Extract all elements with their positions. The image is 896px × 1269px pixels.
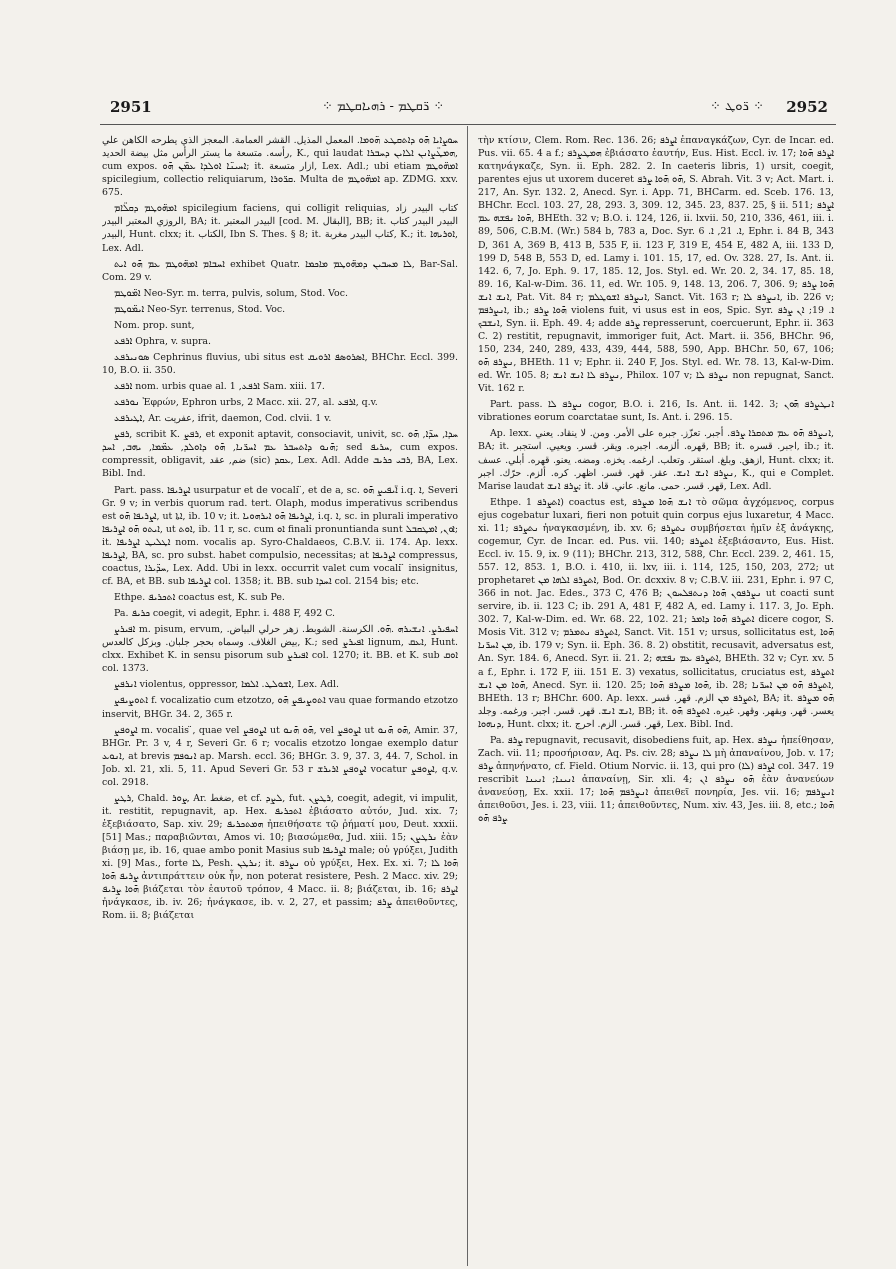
entry-paragraph: Part. pass. ܢܨܪܦ ܠܐ cogor, B.O. i. 216, Is. Ant. ii. 142. 3; ܐܢܛܨܪܦ ܗ̄ܘܢ vibrationes eorum coarctatae sunt, Is. Ant. i. 296. 15. — [478, 399, 834, 424]
entry-paragraph: ܐܡ̈ܘܛܡ Neo-Syr. m. terra, pulvis, solum, Stod. Voc. — [114, 287, 348, 299]
entry-paragraph: ܪܦܨ, scribit K. ܪܦܨ, et exponit aptavit, consociavit, univit, sc. ܚܕܐ, ܚܕ̈ܐ, ܗ̄ܘ ܗ̄ܢܘ ܕܐܬܚܒܪ ܥܡ ܐܚܪ̈ܢܐ, ܗ̄ܘ ܕܐܘܠܕ, ܥܡ̈ܡܐ, ܝܗܒ, ܐܚܕ; sed ܚܪܝܦ, cum expos. compressit, obligavit, ضم, عقد (sic) ܥܩܕ, Lex. Adl. Adde ܪܒܝ ܟܪܝܒ, BA, Lex. Bibl. Ind. — [102, 429, 458, 480]
entry-paragraph: Pa. ܨܪܦ repugnavit, recusavit, disobediens fuit, ap. Hex. ܢܨܪܦ ἠπείθησαν, Zach. vii. 11; προσήρισαν, Aq. Ps. civ. 28; ܠܐ ܢܨܪܦ μὴ ἀπαναίνου, Job. v. 17; ܨܪܦ ἀπηνήνατο, cf. Field. Otium Norvic. ii. 13, qui pro ܐܨܪܦ (ܠܐ) col. 347. 19 rescribit ܐܢܝܢܐ; ܐܢܝܢܐ ἀπαναίνῃ, Sir. xli. 4; ܗ̄ܘ ܢܨܪܦ ܐܢ ἐὰν ἀνανεύων ἀνανεύσῃ, Ex. xxii. 17; ܐܢܨܪܦܡ ܗ̄ܘܐ ἀπειθεῖ πονηρία, Jes. vii. 16; ܐܢܨܪܦܡ ἀπειθοῦσι, Jes. i. 23, viii. 11; ἀπειθοῦντες, Num. xiv. 43, Jes. iii. 8, etc.; ܗ̄ܘܐ ܨܪܦ ܗ̄ܘ — [478, 734, 834, 825]
running-head-right: ⁘ ܪ̈ܘܛ ⁘ — [710, 99, 764, 114]
entry-paragraph: ܐܪܦܥ nom. urbis quae al. ܐܪܦܥ, 1 Sam. xiii. 17. — [114, 381, 325, 393]
entry-paragraph: ܪܛܨ, Chald. ܨܘܪ, Ar. ضغط, et cf. ܠܨܕ, fut. ܪܛܨܢ, coegit, adegit, vi impulit, it. restitit, repugnavit, ap. Hex. ܐܬܟܪܝܦ ἐβιάσατο αὐτόν, Jud. xix. 7; ἐξεβιάσατο, Sap. xiv. 29; ܗܡܬܟܪܝܦ ἠπειθήσατε τῷ ῥήματί μου, Deut. xxxii. [51] Mas.; παραβιῶνται, Amos vi. 10; βιασώμεθα, Jud. xiii. 15; ܢܪܛܨܢ ἐὰν βιάσῃ με, ib. 16, quae ambo ponit Masius sub ܐܨܪܝܦܐ male; οὐ γρύξει, Judith xi. [9] Mas., forte ܠܐ, Pesh. ܢܪܛܢ; it. ܢܨܪܦ οὐ γρύξει, Hex. Ex. xi. 7; ܗ̄ܘܐ ܠܐ ܨܪܝܦ ܗ̄ܘܐ ἀντιπράττειν οὐκ ἦν, non poterat resistere, Pesh. 2 Macc. xiv. 29; ܗ̄ܘܐ ܨܪܝܦ βιάζεται τὸν ἑαυτοῦ τρόπον, 4 Macc. ii. 8; βιάζεται, ib. 16; ܐܨܪܦ ἠνάγκασε, ib. iv. 26; ἠνάγκασε, ib. v. 2, 27, et passim; ܨܪܦ ἀπειθοῦντες, Rom. ii. 8; βιάζεται — [102, 792, 458, 922]
entry-paragraph: ܐܨܘܦܨ m. vocalis ̈, quae vel ܐܨܘܦܨ ut ܗ̄ܘ ܗ̄ܢܘ, vel ܐܨܘܦܨ ut ܗ̄ܘ ܗ̄ܢܘ, Amir. 37, BHGr. Pr. 3 v, 4 r, Severi Gr. 6 r; vocalis etzotzo longae exemplo datur ܐܢܘܥ, at brevis ܐܢܘܦܡ ap. Marsh. eccl. 36; BHGr. 3. 9, 37. 3, 44. 7, Schol. in Job. xl. 21, xli. 5, 11. Apud Severi Gr. 53 r ܐܨܘܦܨ ܐܪܝܪܫ vocatur ܐܨܘܦܨ, q.v. col. 2918. — [102, 724, 458, 788]
entry-paragraph: ܐܛܝܪܦܥ, Ar. عفريت, ifrit, daemon, Cod. clvii. 1 v. — [114, 413, 332, 425]
entry-paragraph: ܐܪܦܥ Ophra, v. supra. — [114, 335, 211, 347]
entry-paragraph: ܐܚܒܐܡ ܐܡܗ̈ܘܛܡ ܥܡ ܗ̄ܘ ܐܝܬ exhibet Quatr. ܠܐ ܡܚܒܝܢ ܕܡܗ̈ܘܛܡ ܡܐܟܡܐ, Bar-Sal. Com. 29 v. — [102, 258, 458, 283]
entry-paragraph: Nom. prop. sunt, — [114, 319, 195, 331]
entry-paragraph: ܢܘܪܦܥ Ἐφρών, Ephron urbs, 2 Macc. xii. 27, al. ܐܪܦܥ, q.v. — [114, 397, 378, 409]
right-column — [478, 134, 834, 1264]
entry-paragraph: Ethpe. ܐܬܟܪܝܦ coactus est, K. sub Pe. — [114, 592, 285, 603]
entry-paragraph: ܐܬܘܨܝܦܨ f. vocalizatio cum etzotzo, ܐܬܘܨܝܦܨ ܗ̄ܘ vau quae formando etzotzo inservit, BHGr. 34. 2, 365 r. — [102, 695, 458, 720]
entry-paragraph: Ethpe. ܐܬܨܪܦ 1) coactus est, ܐܢܫ ܗ̄ܘܐ ܡܨܪܦ τὸ σῶμα ἀγχόμενος, corpus ejus cogebatur luxari, fieri non potuit quin corpus ejus luxaretur, 4 Macc. xi. 11; ܢܬܨܪܦ ἠναγκασμένη, ib. xv. 6; ܢܬܨܪܦ συμβήσεται ἡμῖν ἐξ ἀνάγκης, cogemur, Cyr. de Incar. ed. Pus. vii. 140; ܐܬܨܪܦ ἐξεβιάσαντο, Eus. Hist. Eccl. iv. 15. 9, ix. 9 (11); BHChr. 213, 312, 588, Chr. Eccl. 239. 2, 461. 15, 557. 12, 853. 1, B.O. i. 410, ii. lxv, iii. i. 114, 125, 150, 203, 272; ut prophetaret ܐܬܨܪܦ ܐܠܗܐ ܡܢ, Bod. Or. dcxxiv. 8 v; C.B.V. iii. 231, Ephr. i. 97 C, 366 in not. Jac. Edes., 373 C, 476 B; ܢܨܪܦܘܢ ܗ̄ܘܐ ܕܢܬܦܠܚܘܢ ut coacti sunt servire, ib. ii. 123 C; ib. 291 A, 481 F, 482 A, ed. Lamy i. 117. 3, Jo. Eph. 302. 7, Kal-w-Dim. ed. Wr. 68. 22, 102. 21; ܐܬܨܪܦ ܗ̄ܘܐ ܕܐܡܪ dicere cogor, S. Mosis Vit. 312 v; ܐܬܨܪܦ ܢܬܡܪܡ, Sanct. Vit. 151 v; ursus, sollicitatus est, ܗ̄ܘܐ ܡܢ ܐܚܪ̈ܢܐ, ib. 179 v; Syn. ii. Eph. 36. 8. 2) obstitit, recusavit, adversatus est, An. Syr. 184. 6, Anecd. Syr. ii. 21. 2; ܐܬܨܪܦ ܥܡ ܢܦܫܗ, BHEth. 32 v; Cyr. xv. 5 a f., Ephr. i. 172 F, iii. 151 E. 3) vexatus, sollicitatus, cruciatus est, ܐܬܨܪܦ ܗ̄ܘܐ ܡܢ ܐܢܫ, Anecd. Syr. ii. 120. 25; ܗ̄ܘܐ ܡܨܪܦ ܗ̄ܘܐ, ib. 28; ܐܬܨܪܦ ܗ̄ܘ ܡܢ ܐܚܪ̈ܢܐ, BHEth. 13 r; BHChr. 600. Ap. lexx. ܐܬܨܪܦ ܡܢ الزم. قهر. قسر, BA; it. ܗ̄ܘ ܡܨܪܦ ܐܢܫ ܐܢܫ. قهر. قسر. اجبر. ورغمه. وجلد, BB; it. يعسر. قهر. وبقهر. وقهر. غيره. ܐܬܨܪܦ ܗ̄ܘ ܕܢܗܘܐ, Hunt. clxx; it. قهر. قسر. الزم. احرج, Lex. Bibl. Ind. — [478, 496, 834, 730]
entry-paragraph: ܚܘܨܐܝܐ ܗ̄ܘ ܕܐܬܩܛܥ ܗ̈ܘܡܐ. المعمل المذيل. القشر العمامة. المعجز الذي يطرحه الكاهن علي رأسه. متسعة ما يستر الرأس مثل بيضة الحديد, K., qui laudat ܗܡܛ̈ܨܐܢܢ ܐܠܐܝܢ ܕܚܒܪܐ, cum expos. ܐܚܝܢ̈ܐ ܐܘܠܕܐ ܥܡ̈ܢ ܗ̄ܘ; it. ازار متسعة, Lex. Adl.; ubi etiam ܐܡܗ̈ܘܛܡ spicilegium, collectio reliquiarum, ܩܪ̈ܘܪܐ. Multa de ܐܡܗ̈ܘܛܡ ap. ZDMG. xxv. 675. — [102, 135, 458, 199]
entry-paragraph: Pa. ܟܪܝܦ coegit, vi adegit, Ephr. i. 488 F, 492 C. — [114, 608, 336, 620]
running-head-left: ⁘ ܪ̈ܩܛܡ - ܪܗܝܐܩܛܡ ⁘ — [322, 99, 445, 114]
page-header — [100, 98, 836, 120]
column-divider — [467, 126, 468, 1266]
entry-paragraph: ܣܘܢܝܪܦܥ Cephrinus fluvius, ubi situs est ܐܣܪܘܣܦ ܐܪܘܝܩ, BHChr. Eccl. 399. 10, B.O. ii. 350. — [102, 351, 458, 376]
header-rule — [100, 124, 836, 125]
entry-paragraph: ܐܢܪܦܨ violentus, oppressor, ܐܫܘܠܛ. ܐܠܡܐ, Lex. Adl. — [114, 679, 339, 691]
entry-paragraph: ܐܡܗ̈ܘܛܡ ܕܩܠ̈ܐܡ spicilegium faciens, qui colligit reliquias, كتاب البيدر زاد الروزي المعتبر البيدر, BA; it. البيدر المعتبر [cod. M. البقال], BB; it. البيدر البيدر كتاب البيدر, Hunt. clxx; it. الكتاب, Ibn S. Thes. § 8; it. كتاب البيدر مغربة, K.; it. ܐܘܪܝܗܐ, Lex. Adl. — [102, 203, 458, 254]
entry-paragraph: τὴν κτίσιν, Clem. Rom. Rec. 136. 26; ܐܨܪܦ ἐπαναγκάζων, Cyr. de Incar. ed. Pus. vii. 65. 4 a f.; ܗܡܛܨܪܦ ἐβιάσατο ἑαυτήν, Eus. Hist. Eccl. iv. 17; ܐܨܪܦ ܗ̄ܘܐ κατηνάγκαζε, Syn. ii. Eph. 282. 2. In caeteris libris, 1) ursit, coegit, parentes ejus ut uxorem duceret ܗ̄ܘ ܗ̄ܘܐ ܨܪܦ, S. Abrah. Vit. 3 v; Act. Mart. i. 217, An. Syr. 132. 2, Anecd. Syr. i. App. 71, BHCarm. ed. Sceb. 176. 13, BHChr. Eccl. 103. 27, 28, 293. 3, 309. 12, 345. 23, 837. 25, § ii. 511; ܐܨܪܦ ܗ̄ܘܐ ܢܦܫܗ ܥܡ, BHEth. 32 v; B.O. i. 124, 126, ii. lxvii. 50, 210, 336, 461, iii. i. 89, 506, C.B.M. (Wr.) 584 b, 783 a, Doc. Syr. ܐ. 21, ܐ. 6, Ephr. i. 84 B, 343 D, 361 A, 369 B, 413 B, 535 F, ii. 123 F, 319 E, 454 E, 482 A, iii. 133 D, 199 D, 548 B, 553 D, ed. Lamy i. 101. 15, 17, ed. Ov. 328. 27, Is. Ant. ii. 142. 6, 7, Jo. Eph. 9. 17, 185. 12, Jos. Styl. ed. Wr. 20. 2, 34. 17, 85. 18, 89. 16, Kal-w-Dim. 36. 11, ed. Wr. 105. 9, 148. 13, 206. 7, 306. 9; ܗ̄ܘܐ ܨܪܦ ܐܢܫ ܐܢܫ, Pat. Vit. 84 r; ܐܢܨܪܦ ܐܫܘܛܠܡ, Sanct. Vit. 163 r; ܐܢܨܪܦ ܠܐ, ib. 226 v; ܐܢܨܪܦܡ, ib.; ܗ̄ܘܐ ܨܪܦ violens fuit, vi usus est in eos, Spic. Syr. ܐ. 19; ܐܢ ܨܪܦ ܐܢܫܒܟ, Syn. ii. Eph. 49. 4; adde ܨܪܦ represserunt, coercuerunt, Ephr. ii. 363 C. 2) restitit, repugnavit, immoriger fuit, Act. Mart. ii. 356, BHChr. 96, 150, 234, 240, 289, 433, 439, 444, 588, 590, App. BHChr. 50, 67, 106; ܢܨܪܦ ܗ̄ܘ, BHEth. 11 v; Ephr. ii. 240 F, Jos. Styl. ed. Wr. 78. 13, Kal-w-Dim. ed. Wr. 105. 8; ܢܨܪܦ ܠܐ ܐܢܫ ܐܢܫ, Philox. 107 v; ܢܨܪܦ ܠܐ non repugnat, Sanct. Vit. 162 r. — [478, 135, 834, 395]
entry-paragraph: ܐܝܡ̈ܘܛܡ Neo-Syr. terrenus, Stod. Voc. — [114, 303, 286, 315]
entry-paragraph: ܐܦܝܪܨ m. pisum, ervum, ܐܚܦܝܪܨ. ܐܢܫܝܪܗ .ܗ̄ܘ. الكرسنة. الشوبط. زهر حرلي البياض. بيض الغلاف. وسماه بحجر جلبان. وبزكل كالعدس, K.; sed ܐܦܝܪܨ lignum, ܐܥܩ, Hunt. clxx. Exhibet K. in sensu pisorum sub ܐܦܝܪܨ col. 1270; it. BB. et K. sub ܐܘܩ col. 1373. — [102, 624, 458, 675]
page-number-right: 2952 — [786, 98, 828, 116]
left-column — [102, 134, 458, 1264]
page-number-left: 2951 — [110, 98, 152, 116]
entry-paragraph: Part. pass. ܐܨܪܝܦܐ usurpatur et de vocali ̈, et de a, sc. ܐ̈ܝܦܝܨ ܗ̄ܘ i.q. ܐ, Severi Gr. 9 v; in verbis quorum rad. tert. Olaph, modus imperativus scribendus est ܐܨܪܝܦܐ ܗ̄ܘ, ut ܐܬܐ, ib. 10 v; it. ܐܨܪܝܦܐ ܗ̄ܘ ܐܝܪܗܘܝܐ, i.q. ܐ, sc. in plurali imperativo ܐܝܬܘ ܗ̄ܘ ܐܨܪܝܦܐ, ut ܐܘܬ, ib. 11 r, sc. cum ܐܘ finali pronuntianda sunt ܐܘܢ, ܐܡܛܩܒܠ; it. ܐܛܠܝܛ ܐܨܪܝܦܐ nom. vocalis ap. Syro-Chaldaeos, C.B.V. ii. 174. Ap. lexx. ܐܨܪܝܦܐ, BA, sc. pro subst. habet compulsio, necessitas; at ܐܨܪܝܦܐ compressus, coactus, ܚܕ̈ܝܪܐ, Lex. Add. Ubi in lexx. occurrit valet cum vocali ̈ insignitus, cf. BA, et BB. sub ܐܨܪܝܦܐ col. 1358; it. BB. sub ܐܚܕܐ col. 2154 bis; etc. — [102, 484, 458, 587]
entry-paragraph: Ap. lexx. ܐܢܨܪܦ ܗ̄ܘ ܥܡ ܡܬܩܪܐ ܨܪܦ. أجبر. تعزّز. جبره على الأمر. ومن. لا ينقاد. يعني, BA; it. قهره. ألزمه. اجبره. ويقر. قسر. ويعيي. استجبر, BB; it. اجبر. قسره, ib.; it. ازهق. وبلغ. استقر. وتعلب. ارغمه. يخزه. ومضه. يعنو. قهره. أبلي. عسف, Hunt. clxx; it. ܢܨܪܦ ܐܢܫ ܐܢܫ. عقر. قهر. قسر. اظهر. كره. ألزم. حرّك. اجبر, K., qui e Complet. Marise laudat ܨܪܦ ܐܢܫ; it. قهر. قسر. حمى. مانع. عاني. قاد, Lex. Adl. — [478, 428, 834, 492]
